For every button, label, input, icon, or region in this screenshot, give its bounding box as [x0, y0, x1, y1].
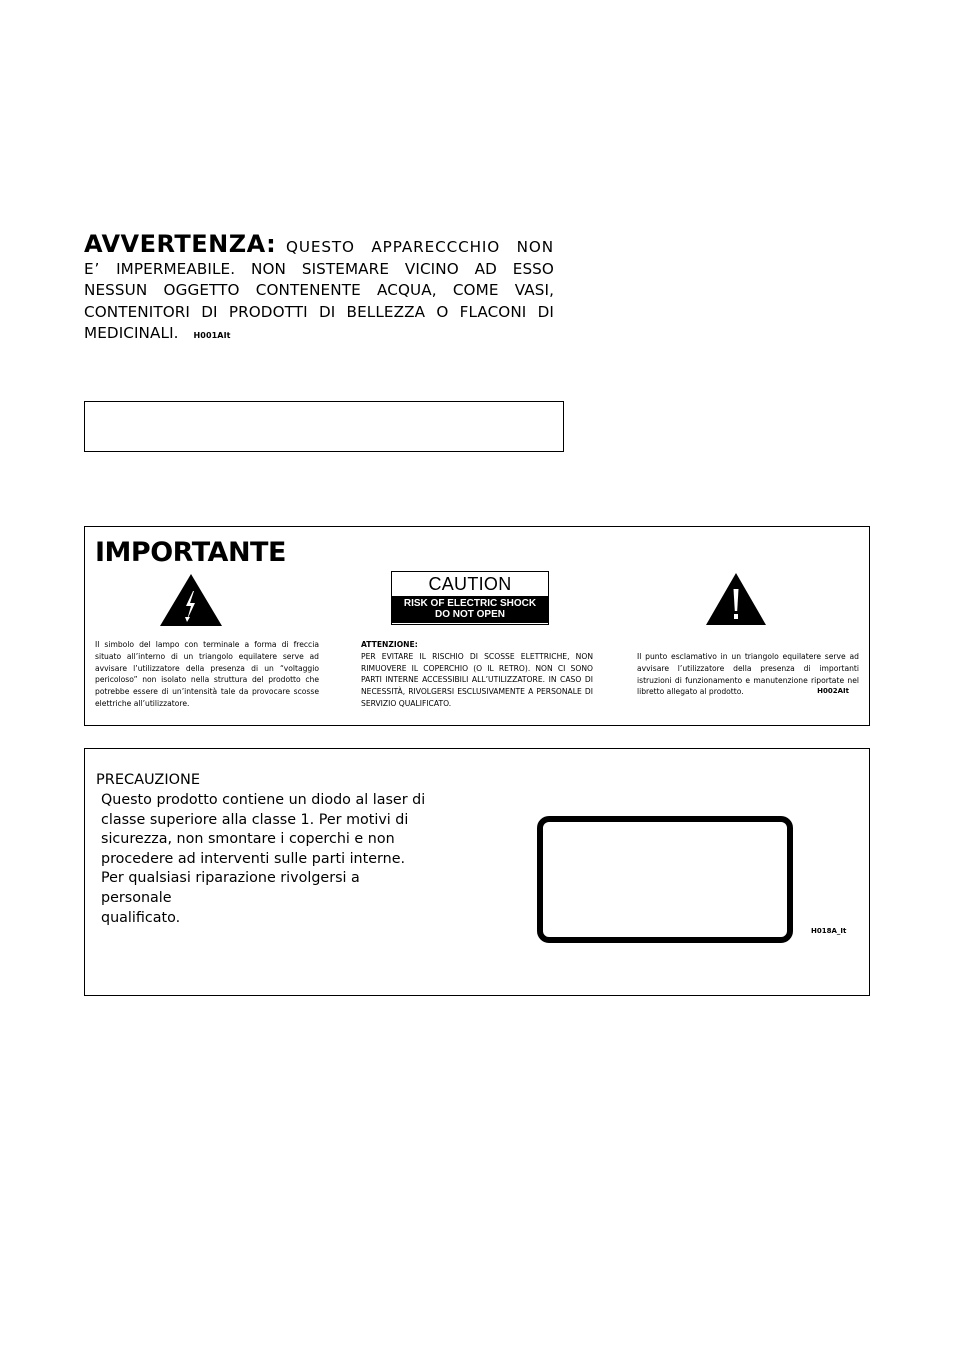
attention-block	[361, 639, 593, 710]
precauzione-panel	[84, 748, 870, 996]
precauzione-line: procedere ad interventi sulle parti interne.	[101, 850, 406, 867]
precauzione-line: sicurezza, non smontare i coperchi e non	[101, 831, 395, 848]
laser-label-frame	[537, 816, 793, 943]
precauzione-line: qualificato.	[101, 909, 181, 926]
lightning-explanation: Il simbolo del lampo con terminale a forma di freccia situato all’interno di un triangolo equilatere serve ad avvisare l’utilizzatore della presenza di un “voltaggio pericoloso” non isolato nella struttura del prodotto che potrebbe essere di un’intensità tale da provocare scosse elettriche all’utilizzatore.	[95, 640, 319, 708]
caution-line-1: RISK OF ELECTRIC SHOCK	[403, 598, 537, 609]
blank-frame	[84, 401, 564, 452]
precauzione-line: Questo prodotto contiene un diodo al laser di	[101, 792, 426, 808]
caution-label	[391, 571, 549, 625]
caution-line-2: DO NOT OPEN	[434, 609, 505, 620]
precauzione-line: classe superiore alla classe 1. Per motivi di	[101, 811, 409, 828]
importante-title: IMPORTANTE	[95, 537, 286, 568]
importante-code: H002AIt	[817, 687, 849, 696]
exclamation-explanation	[637, 651, 859, 698]
precauzione-title: PRECAUZIONE	[96, 772, 201, 788]
precauzione-code: H018A_It	[811, 927, 847, 935]
warning-paragraph	[84, 232, 554, 347]
warning-title: AVVERTENZA:	[84, 230, 277, 258]
warning-body: IMPERMEABILE. NON SISTEMARE VICINO AD ESSO NESSUN OGGETTO CONTENENTE ACQUA, COME VASI, CONTENITORI DI PRODOTTI DI BELLEZZA O FLACONI DI MEDICINALI.	[84, 259, 554, 342]
warning-code: H001AIt	[193, 331, 231, 340]
exclamation-text: Il punto esclamativo in un triangolo equilatere serve ad avvisare l’utilizzatore della presenza di importanti istruzioni di funzionamento e manutenzione riportate nel libretto allegato al prodotto.	[637, 652, 859, 697]
exclamation-warning-icon	[705, 572, 767, 626]
warning-lead: QUESTO APPARECCCHIO NON E’	[84, 238, 554, 278]
caution-text: CAUTION	[428, 574, 512, 594]
importante-panel	[84, 526, 870, 726]
precauzione-body	[101, 791, 431, 928]
lightning-warning-icon	[159, 573, 223, 627]
attention-heading: ATTENZIONE:	[361, 640, 418, 649]
precauzione-line: Per qualsiasi riparazione rivolgersi a personale	[101, 870, 360, 906]
attention-text: PER EVITARE IL RISCHIO DI SCOSSE ELETTRICHE, NON RIMUOVERE IL COPERCHIO (O IL RETRO). NON CI SONO PARTI INTERNE ACCESSIBILI ALL’UTILIZZATORE. IN CASO DI NECESSITÀ, RIVOLGERSI ESCLUSIVAMENTE A PERSONALE DI SERVIZIO QUALIFICATO.	[361, 651, 593, 708]
caution-subtitle	[392, 596, 548, 623]
